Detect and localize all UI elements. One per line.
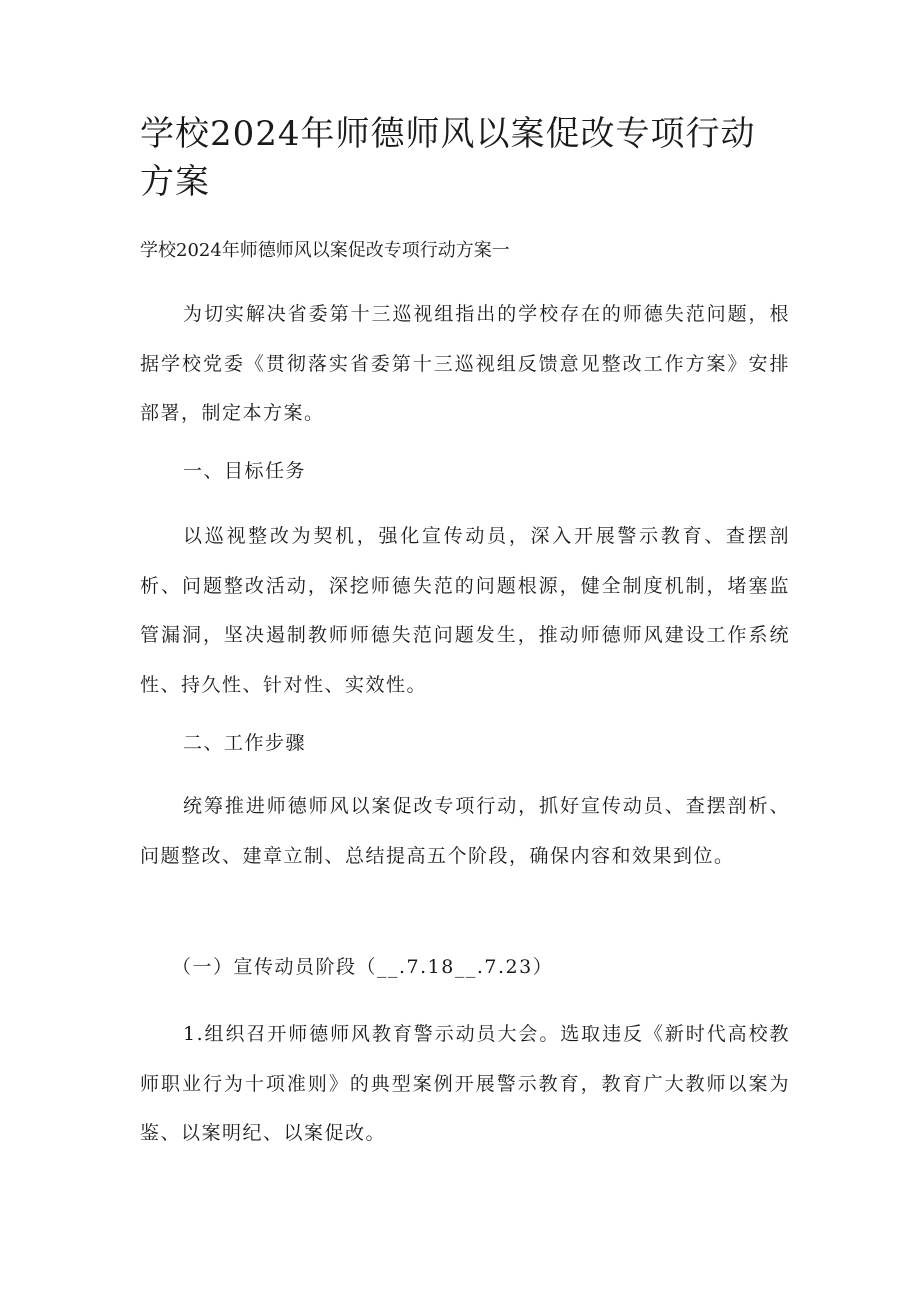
stage-heading-mobilization: （一）宣传动员阶段（__.7.18__.7.23） [172, 956, 554, 978]
item-1-paragraph: 1.组织召开师德师风教育警示动员大会。选取违反《新时代高校教师职业行为十项准则》的典型案例开展警示教育，教育广大教师以案为鉴、以案明纪、以案促改。 [140, 1023, 790, 1144]
steps-paragraph: 统筹推进师德师风以案促改专项行动，抓好宣传动员、查摆剖析、问题整改、建章立制、总结提高五个阶段，确保内容和效果到位。 [140, 795, 790, 867]
intro-paragraph: 为切实解决省委第十三巡视组指出的学校存在的师德失范问题，根据学校党委《贯彻落实省委第十三巡视组反馈意见整改工作方案》安排部署，制定本方案。 [140, 303, 790, 424]
section-heading-steps: 二、工作步骤 [183, 732, 307, 754]
goals-paragraph: 以巡视整改为契机，强化宣传动员，深入开展警示教育、查摆剖析、问题整改活动，深挖师德失范的问题根源，健全制度机制，堵塞监管漏洞，坚决遏制教师师德失范问题发生，推动师德师风建设工作系统性、持久性、针对性、实效性。 [140, 525, 790, 696]
document-subtitle: 学校2024年师德师风以案促改专项行动方案一 [140, 240, 510, 261]
document-title: 学校2024年师德师风以案促改专项行动方案 [140, 114, 756, 202]
section-heading-goals: 一、目标任务 [183, 460, 307, 482]
